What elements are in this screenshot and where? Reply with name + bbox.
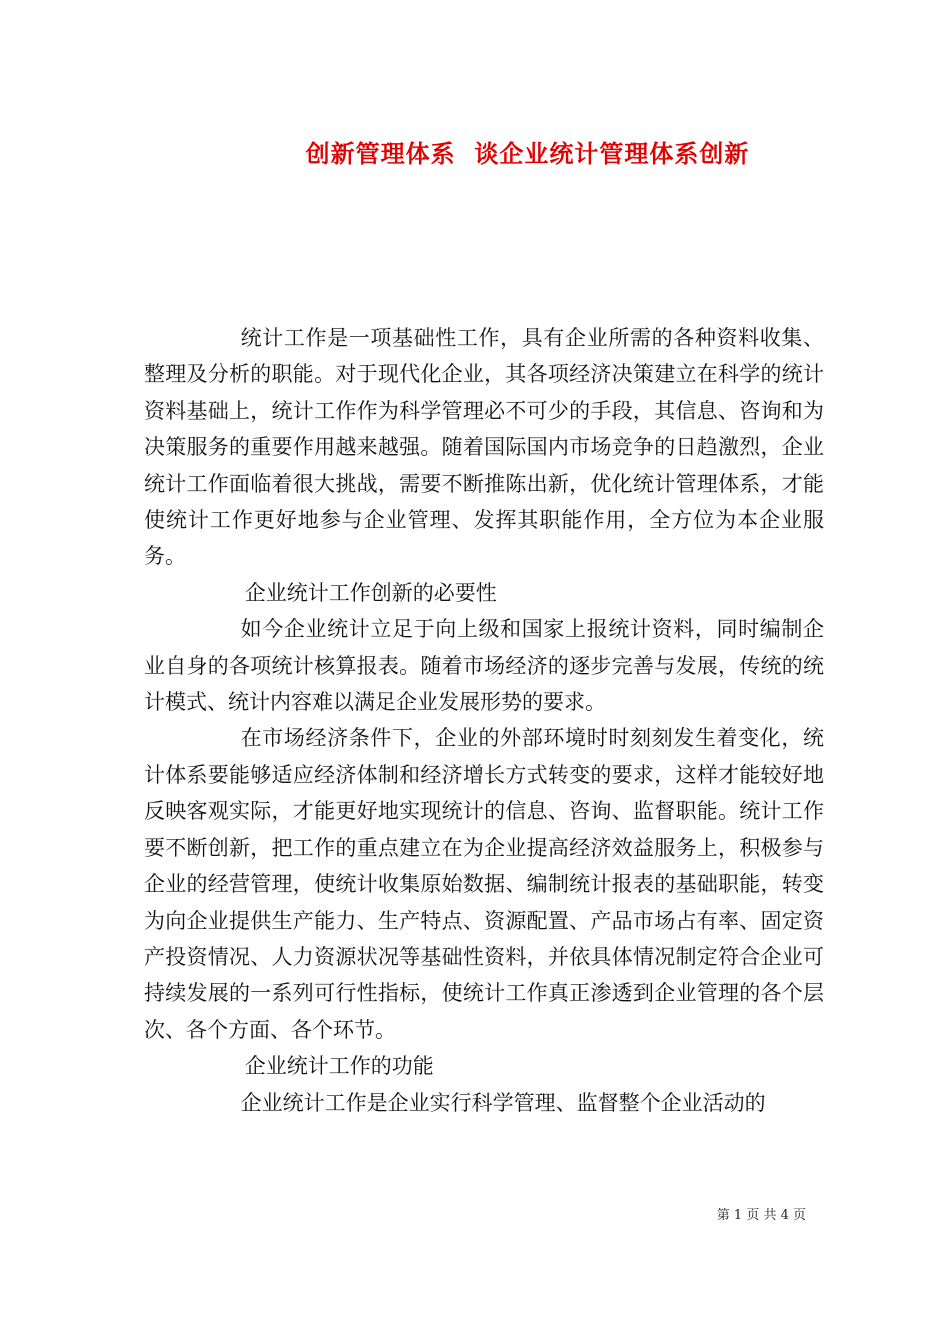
paragraph-intro: 统计工作是一项基础性工作，具有企业所需的各种资料收集、整理及分析的职能。对于现代化企业，其各项经济决策建立在科学的统计资料基础上，统计工作作为科学管理必不可少的手段，其信息、咨询和为决策服务的重要作用越来越强。随着国际国内市场竞争的日趋激烈，企业统计工作面临着很大挑战，需要不断推陈出新，优化统计管理体系，才能使统计工作更好地参与企业管理、发挥其职能作用，全方位为本企业服务。 [144,326,824,569]
paragraph-market-economy: 在市场经济条件下，企业的外部环境时时刻刻发生着变化，统计体系要能够适应经济体制和经济增长方式转变的要求，这样才能较好地反映客观实际，才能更好地实现统计的信息、咨询、监督职能。统计工作要不断创新，把工作的重点建立在为企业提高经济效益服务上，积极参与企业的经营管理，使统计收集原始数据、编制统计报表的基础职能，转变为向企业提供生产能力、生产特点、资源配置、产品市场占有率、固定资产投资情况、人力资源状况等基础性资料，并依具体情况制定符合企业可持续发展的一系列可行性指标，使统计工作真正渗透到企业管理的各个层次、各个方面、各个环节。 [144,726,824,1042]
section-heading-necessity: 企业统计工作创新的必要性 [244,580,497,605]
page-indicator: 第 1 页 共 4 页 [716,1208,806,1223]
document-body [144,320,824,1121]
paragraph-current-state: 如今企业统计立足于向上级和国家上报统计资料，同时编制企业自身的各项统计核算报表。随着市场经济的逐步完善与发展，传统的统计模式、统计内容难以满足企业发展形势的要求。 [144,617,824,715]
paragraph-functions: 企业统计工作是企业实行科学管理、监督整个企业活动的 [240,1090,766,1115]
document-title: 创新管理体系 谈企业统计管理体系创新 [305,139,750,168]
section-heading-functions: 企业统计工作的功能 [244,1054,434,1079]
